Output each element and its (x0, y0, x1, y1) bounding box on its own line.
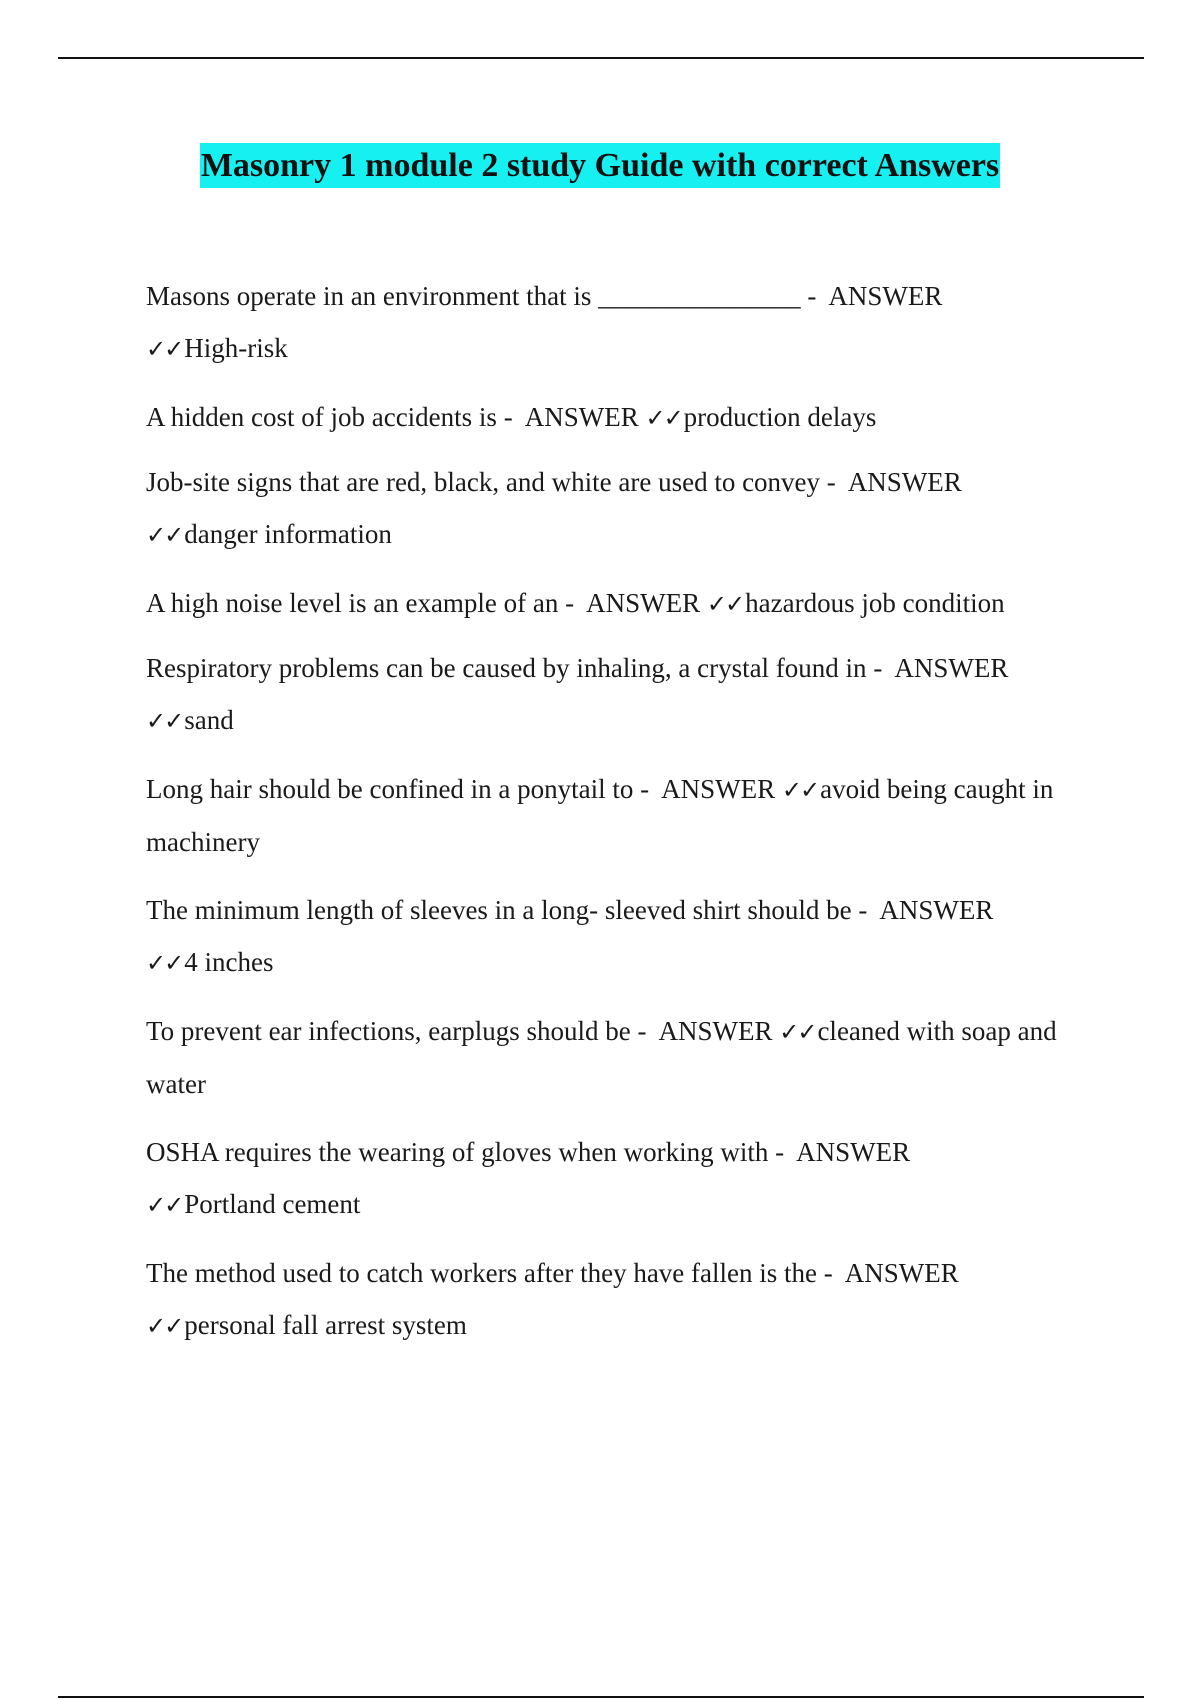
question-text: Masons operate in an environment that is _______________ (146, 281, 801, 311)
double-check-icon: ✓✓ (146, 1312, 183, 1340)
qa-item: Job-site signs that are red, black, and white are used to convey - ANSWER ✓✓danger information (146, 467, 962, 549)
answer-label: ANSWER (658, 1016, 773, 1046)
bottom-rule (58, 1696, 1144, 1698)
question-text: To prevent ear infections, earplugs should be (146, 1016, 631, 1046)
answer-text: 4 inches (184, 947, 274, 977)
double-check-icon: ✓✓ (706, 590, 744, 618)
double-check-icon: ✓✓ (779, 1018, 816, 1046)
qa-item: To prevent ear infections, earplugs should be - ANSWER ✓✓cleaned with soap and water (146, 1016, 1057, 1099)
answer-text: sand (184, 705, 234, 735)
question-text: OSHA requires the wearing of gloves when working with (146, 1137, 769, 1167)
qa-item: A hidden cost of job accidents is - ANSWER ✓✓production delays (146, 402, 877, 432)
qa-list (146, 270, 1096, 1368)
answer-label: ANSWER (661, 774, 776, 804)
qa-item: Respiratory problems can be caused by inhaling, a crystal found in - ANSWER ✓✓sand (146, 653, 1009, 735)
qa-item: Long hair should be confined in a ponytail to - ANSWER ✓✓avoid being caught in machinery (146, 774, 1054, 857)
answer-label: ANSWER (828, 281, 943, 311)
title-block (0, 143, 1200, 188)
question-text: Job-site signs that are red, black, and white are used to convey (146, 467, 821, 497)
question-text: A hidden cost of job accidents is (146, 402, 497, 432)
answer-text: High-risk (184, 333, 288, 363)
answer-label: ANSWER (796, 1137, 911, 1167)
double-check-icon: ✓✓ (146, 1191, 183, 1219)
question-text: Long hair should be confined in a ponytail to (146, 774, 634, 804)
answer-label: ANSWER (586, 588, 701, 618)
double-check-icon: ✓✓ (146, 707, 183, 735)
question-text: The method used to catch workers after they have fallen is the (146, 1258, 817, 1288)
question-text: The minimum length of sleeves in a long- sleeved shirt should be (146, 895, 852, 925)
qa-item: The minimum length of sleeves in a long- sleeved shirt should be - ANSWER ✓✓4 inches (146, 895, 994, 977)
question-text: A high noise level is an example of an (146, 588, 559, 618)
answer-text: production delays (683, 402, 877, 432)
double-check-icon: ✓✓ (146, 521, 183, 549)
question-text: Respiratory problems can be caused by inhaling, a crystal found in (146, 653, 867, 683)
answer-text: cleaned with soap and water (146, 1016, 1057, 1099)
answer-label: ANSWER (524, 402, 639, 432)
double-check-icon: ✓✓ (781, 776, 819, 804)
answer-text: Portland cement (184, 1189, 361, 1219)
answer-label: ANSWER (894, 653, 1009, 683)
answer-text: personal fall arrest system (184, 1310, 467, 1340)
answer-label: ANSWER (847, 467, 962, 497)
double-check-icon: ✓✓ (146, 949, 183, 977)
top-rule (58, 57, 1144, 59)
page-title: Masonry 1 module 2 study Guide with correct Answers (200, 143, 1000, 188)
double-check-icon: ✓✓ (146, 335, 183, 363)
answer-text: avoid being caught in machinery (146, 774, 1054, 857)
answer-label: ANSWER (879, 895, 994, 925)
qa-item: Masons operate in an environment that is _______________ - ANSWER ✓✓High-risk (146, 281, 943, 363)
qa-item: A high noise level is an example of an - ANSWER ✓✓hazardous job condition (146, 588, 1005, 618)
qa-item: OSHA requires the wearing of gloves when working with - ANSWER ✓✓Portland cement (146, 1137, 911, 1219)
answer-label: ANSWER (844, 1258, 959, 1288)
answer-text: hazardous job condition (745, 588, 1005, 618)
answer-text: danger information (184, 519, 392, 549)
double-check-icon: ✓✓ (645, 404, 682, 432)
qa-item: The method used to catch workers after they have fallen is the - ANSWER ✓✓personal fall arrest system (146, 1258, 959, 1340)
